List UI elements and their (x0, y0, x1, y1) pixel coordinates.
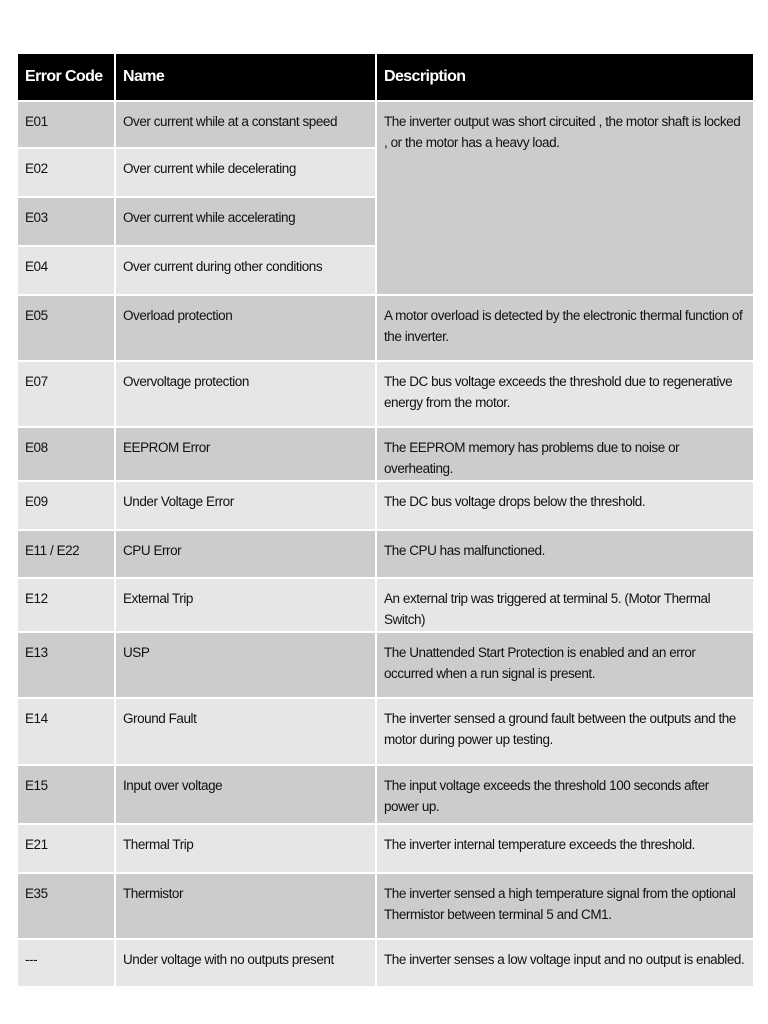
error-code-cell: E14 (17, 698, 115, 765)
error-name-cell: Under Voltage Error (115, 481, 376, 530)
error-name-cell: Over current while at a constant speed (115, 101, 376, 148)
error-code-cell: --- (17, 939, 115, 987)
error-description-cell: The CPU has malfunctioned. (376, 530, 754, 578)
table-row (17, 632, 754, 698)
error-name-cell: CPU Error (115, 530, 376, 578)
error-code-cell: E21 (17, 824, 115, 873)
error-name-cell: USP (115, 632, 376, 698)
error-description-cell: The inverter sensed a ground fault between the outputs and the motor during power up testing. (376, 698, 754, 765)
table-row (17, 765, 754, 824)
error-code-cell: E35 (17, 873, 115, 939)
error-description-cell: The inverter output was short circuited , the motor shaft is locked , or the motor has a heavy load. (376, 101, 754, 295)
table-row (17, 361, 754, 427)
error-name-cell: EEPROM Error (115, 427, 376, 481)
table-row (17, 824, 754, 873)
error-code-cell: E13 (17, 632, 115, 698)
error-code-cell: E07 (17, 361, 115, 427)
error-code-cell: E15 (17, 765, 115, 824)
table-row (17, 101, 754, 148)
error-description-cell: The DC bus voltage exceeds the threshold due to regenerative energy from the motor. (376, 361, 754, 427)
error-code-cell: E03 (17, 197, 115, 246)
error-code-cell: E05 (17, 295, 115, 361)
table-row (17, 939, 754, 987)
error-code-cell: E04 (17, 246, 115, 295)
table-row (17, 481, 754, 530)
error-description-cell: The inverter senses a low voltage input and no output is enabled. (376, 939, 754, 987)
table-row (17, 873, 754, 939)
table-row (17, 530, 754, 578)
error-name-cell: External Trip (115, 578, 376, 632)
error-description-cell: The input voltage exceeds the threshold 100 seconds after power up. (376, 765, 754, 824)
error-description-cell: An external trip was triggered at terminal 5. (Motor Thermal Switch) (376, 578, 754, 632)
error-description-cell: A motor overload is detected by the electronic thermal function of the inverter. (376, 295, 754, 361)
error-description-cell: The DC bus voltage drops below the threshold. (376, 481, 754, 530)
error-description-cell: The inverter sensed a high temperature signal from the optional Thermistor between terminal 5 and CM1. (376, 873, 754, 939)
error-code-cell: E01 (17, 101, 115, 148)
error-description-cell: The EEPROM memory has problems due to noise or overheating. (376, 427, 754, 481)
error-code-cell: E02 (17, 148, 115, 197)
error-name-cell: Over current while accelerating (115, 197, 376, 246)
error-name-cell: Overvoltage protection (115, 361, 376, 427)
error-code-cell: E11 / E22 (17, 530, 115, 578)
header-row (17, 53, 754, 101)
error-code-cell: E12 (17, 578, 115, 632)
table-body (17, 101, 754, 987)
error-name-cell: Over current during other conditions (115, 246, 376, 295)
table-row (17, 578, 754, 632)
error-code-cell: E08 (17, 427, 115, 481)
header-name: Name (115, 53, 376, 101)
error-name-cell: Ground Fault (115, 698, 376, 765)
error-code-table (16, 52, 755, 988)
table-row (17, 295, 754, 361)
error-name-cell: Overload protection (115, 295, 376, 361)
error-name-cell: Input over voltage (115, 765, 376, 824)
error-name-cell: Over current while decelerating (115, 148, 376, 197)
header-description: Description (376, 53, 754, 101)
header-error-code: Error Code (17, 53, 115, 101)
error-name-cell: Thermistor (115, 873, 376, 939)
error-name-cell: Thermal Trip (115, 824, 376, 873)
error-description-cell: The Unattended Start Protection is enabled and an error occurred when a run signal is present. (376, 632, 754, 698)
error-code-cell: E09 (17, 481, 115, 530)
error-description-cell: The inverter internal temperature exceeds the threshold. (376, 824, 754, 873)
table-row (17, 427, 754, 481)
error-name-cell: Under voltage with no outputs present (115, 939, 376, 987)
table-row (17, 698, 754, 765)
